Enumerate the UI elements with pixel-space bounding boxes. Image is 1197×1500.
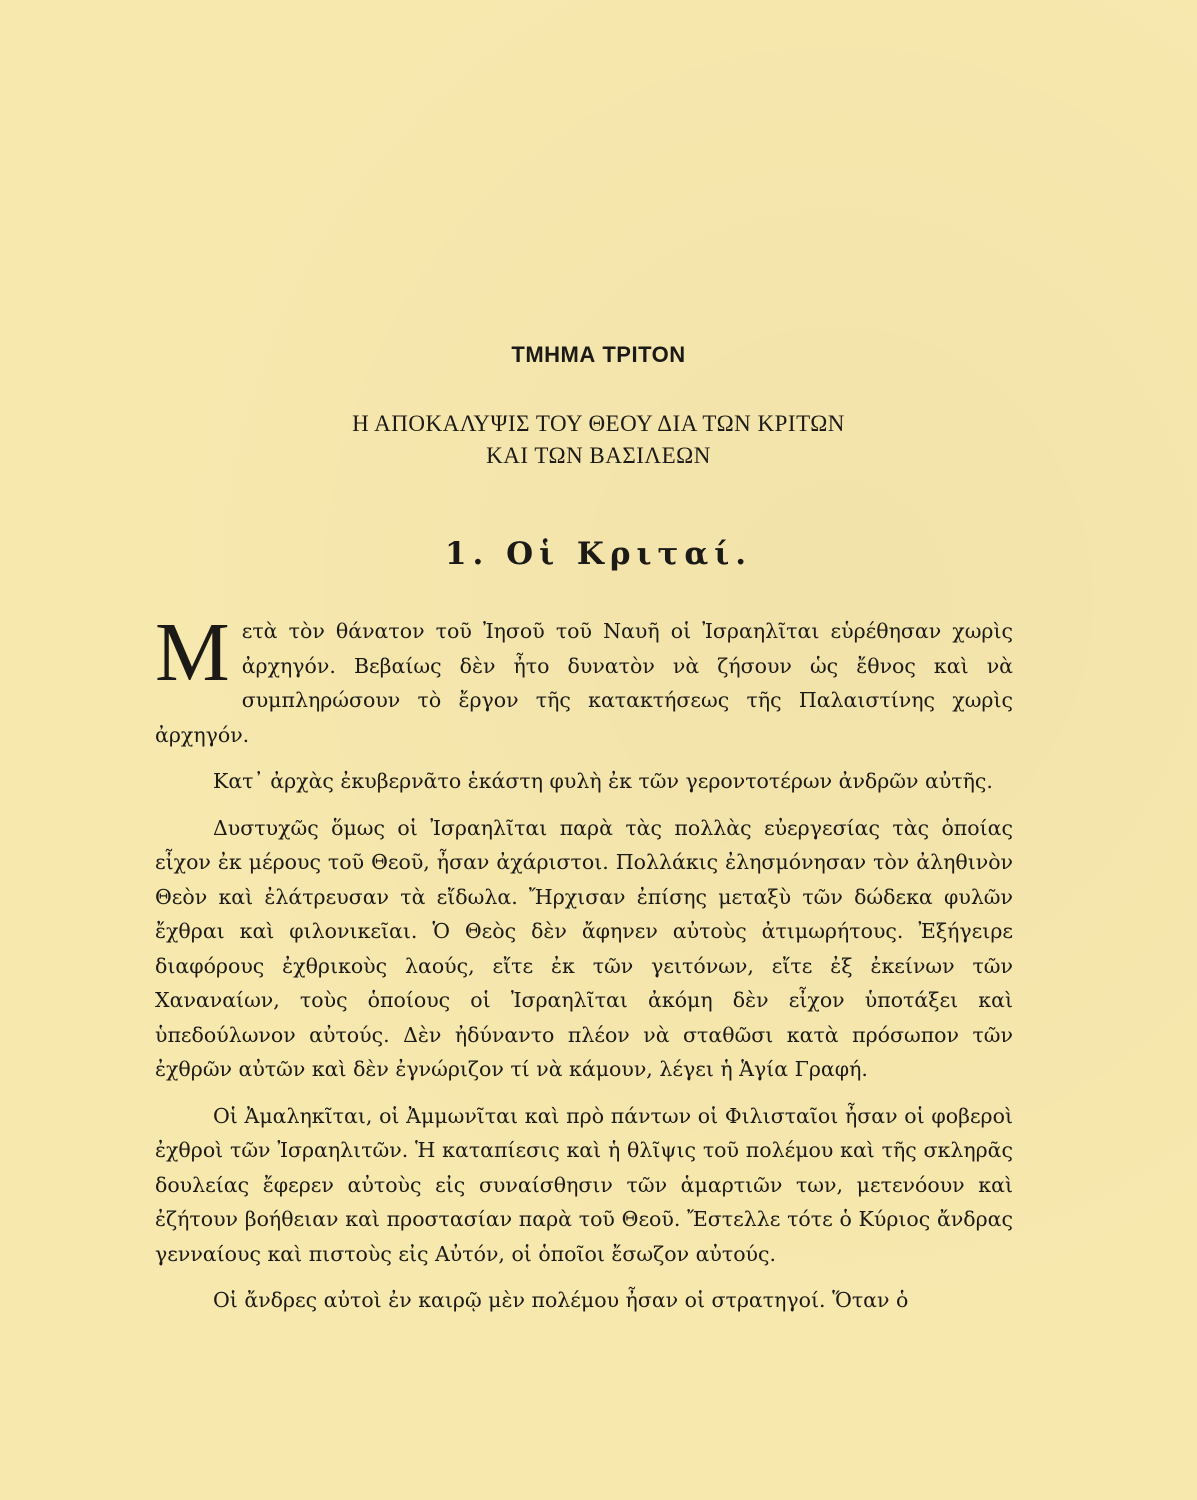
section-title-line-1: Η ΑΠΟΚΑΛΥΨΙΣ ΤΟΥ ΘΕΟΥ ΔΙΑ ΤΩΝ ΚΡΙΤΩΝ	[352, 411, 845, 436]
section-title	[0, 408, 1197, 472]
paragraph-1-text: ετὰ τὸν θάνατον τοῦ Ἰησοῦ τοῦ Ναυῆ οἱ Ἰσραηλῖται εὑρέθησαν χωρὶς ἀρχηγόν. Βεβαίως δὲν ἦτο δυνατὸν νὰ ζήσουν ὡς ἔθνος καὶ νὰ συμπληρώσουν τὸ ἔργον τῆς κατακτήσεως τῆς Παλαιστίνης χωρὶς ἀρχηγόν.	[155, 619, 1013, 747]
section-label: ΤΜΗΜΑ ΤΡΙΤΟΝ	[511, 342, 686, 367]
paragraph-5: Οἱ ἄνδρες αὐτοὶ ἐν καιρῷ μὲν πολέμου ἦσαν οἱ στρατηγοί. Ὅταν ὁ	[213, 1288, 909, 1312]
chapter-title: 1. Οἱ Κριταί.	[444, 536, 753, 572]
body-text	[155, 606, 1013, 1318]
paragraph-1	[155, 606, 1013, 752]
paragraph-3: Δυστυχῶς ὅμως οἱ Ἰσραηλῖται παρὰ τὰς πολλὰς εὐεργεσίας τὰς ὁποίας εἶχον ἐκ μέρους τοῦ Θεοῦ, ἦσαν ἀχάριστοι. Πολλάκις ἐλησμόνησαν τὸν ἀληθινὸν Θεὸν καὶ ἐλάτρευσαν τὰ εἴδωλα. Ἤρχισαν ἐπίσης μεταξὺ τῶν δώδεκα φυλῶν ἔχθραι καὶ φιλονικεῖαι. Ὁ Θεὸς δὲν ἄφηνεν αὐτοὺς ἀτιμωρήτους. Ἐξήγειρε διαφόρους ἐχθρικοὺς λαούς, εἴτε ἐκ τῶν γειτόνων, εἴτε ἐξ ἐκείνων τῶν Χαναναίων, τοὺς ὁποίους οἱ Ἰσραηλῖται ἀκόμη δὲν εἶχον ὑποτάξει καὶ ὑπεδούλωνον αὐτούς. Δὲν ἠδύναντο πλέον νὰ σταθῶσι κατὰ πρόσωπον τῶν ἐχθρῶν αὐτῶν καὶ δὲν ἐγνώριζον τί νὰ κάμουν, λέγει ἡ Ἁγία Γραφή.	[155, 815, 1013, 1081]
section-title-line-2: ΚΑΙ ΤΩΝ ΒΑΣΙΛΕΩΝ	[486, 443, 711, 468]
paragraph-4: Οἱ Ἀμαληκῖται, οἱ Ἀμμωνῖται καὶ πρὸ πάντων οἱ Φιλισταῖοι ἦσαν οἱ φοβεροὶ ἐχθροὶ τῶν Ἰσραηλιτῶν. Ἡ καταπίεσις καὶ ἡ θλῖψις τοῦ πολέμου καὶ τῆς σκληρᾶς δουλείας ἔφερεν αὐτοὺς εἰς συναίσθησιν τῶν ἁμαρτιῶν των, μετενόουν καὶ ἐζήτουν βοήθειαν καὶ προστασίαν παρὰ τοῦ Θεοῦ. Ἔστελλε τότε ὁ Κύριος ἄνδρας γενναίους καὶ πιστοὺς εἰς Αὐτόν, οἱ ὁποῖοι ἔσωζον αὐτούς.	[155, 1103, 1013, 1266]
paragraph-2: Κατ᾽ ἀρχὰς ἐκυβερνᾶτο ἑκάστη φυλὴ ἐκ τῶν γεροντοτέρων ἀνδρῶν αὐτῆς.	[213, 769, 993, 793]
drop-cap: Μ	[155, 606, 230, 699]
